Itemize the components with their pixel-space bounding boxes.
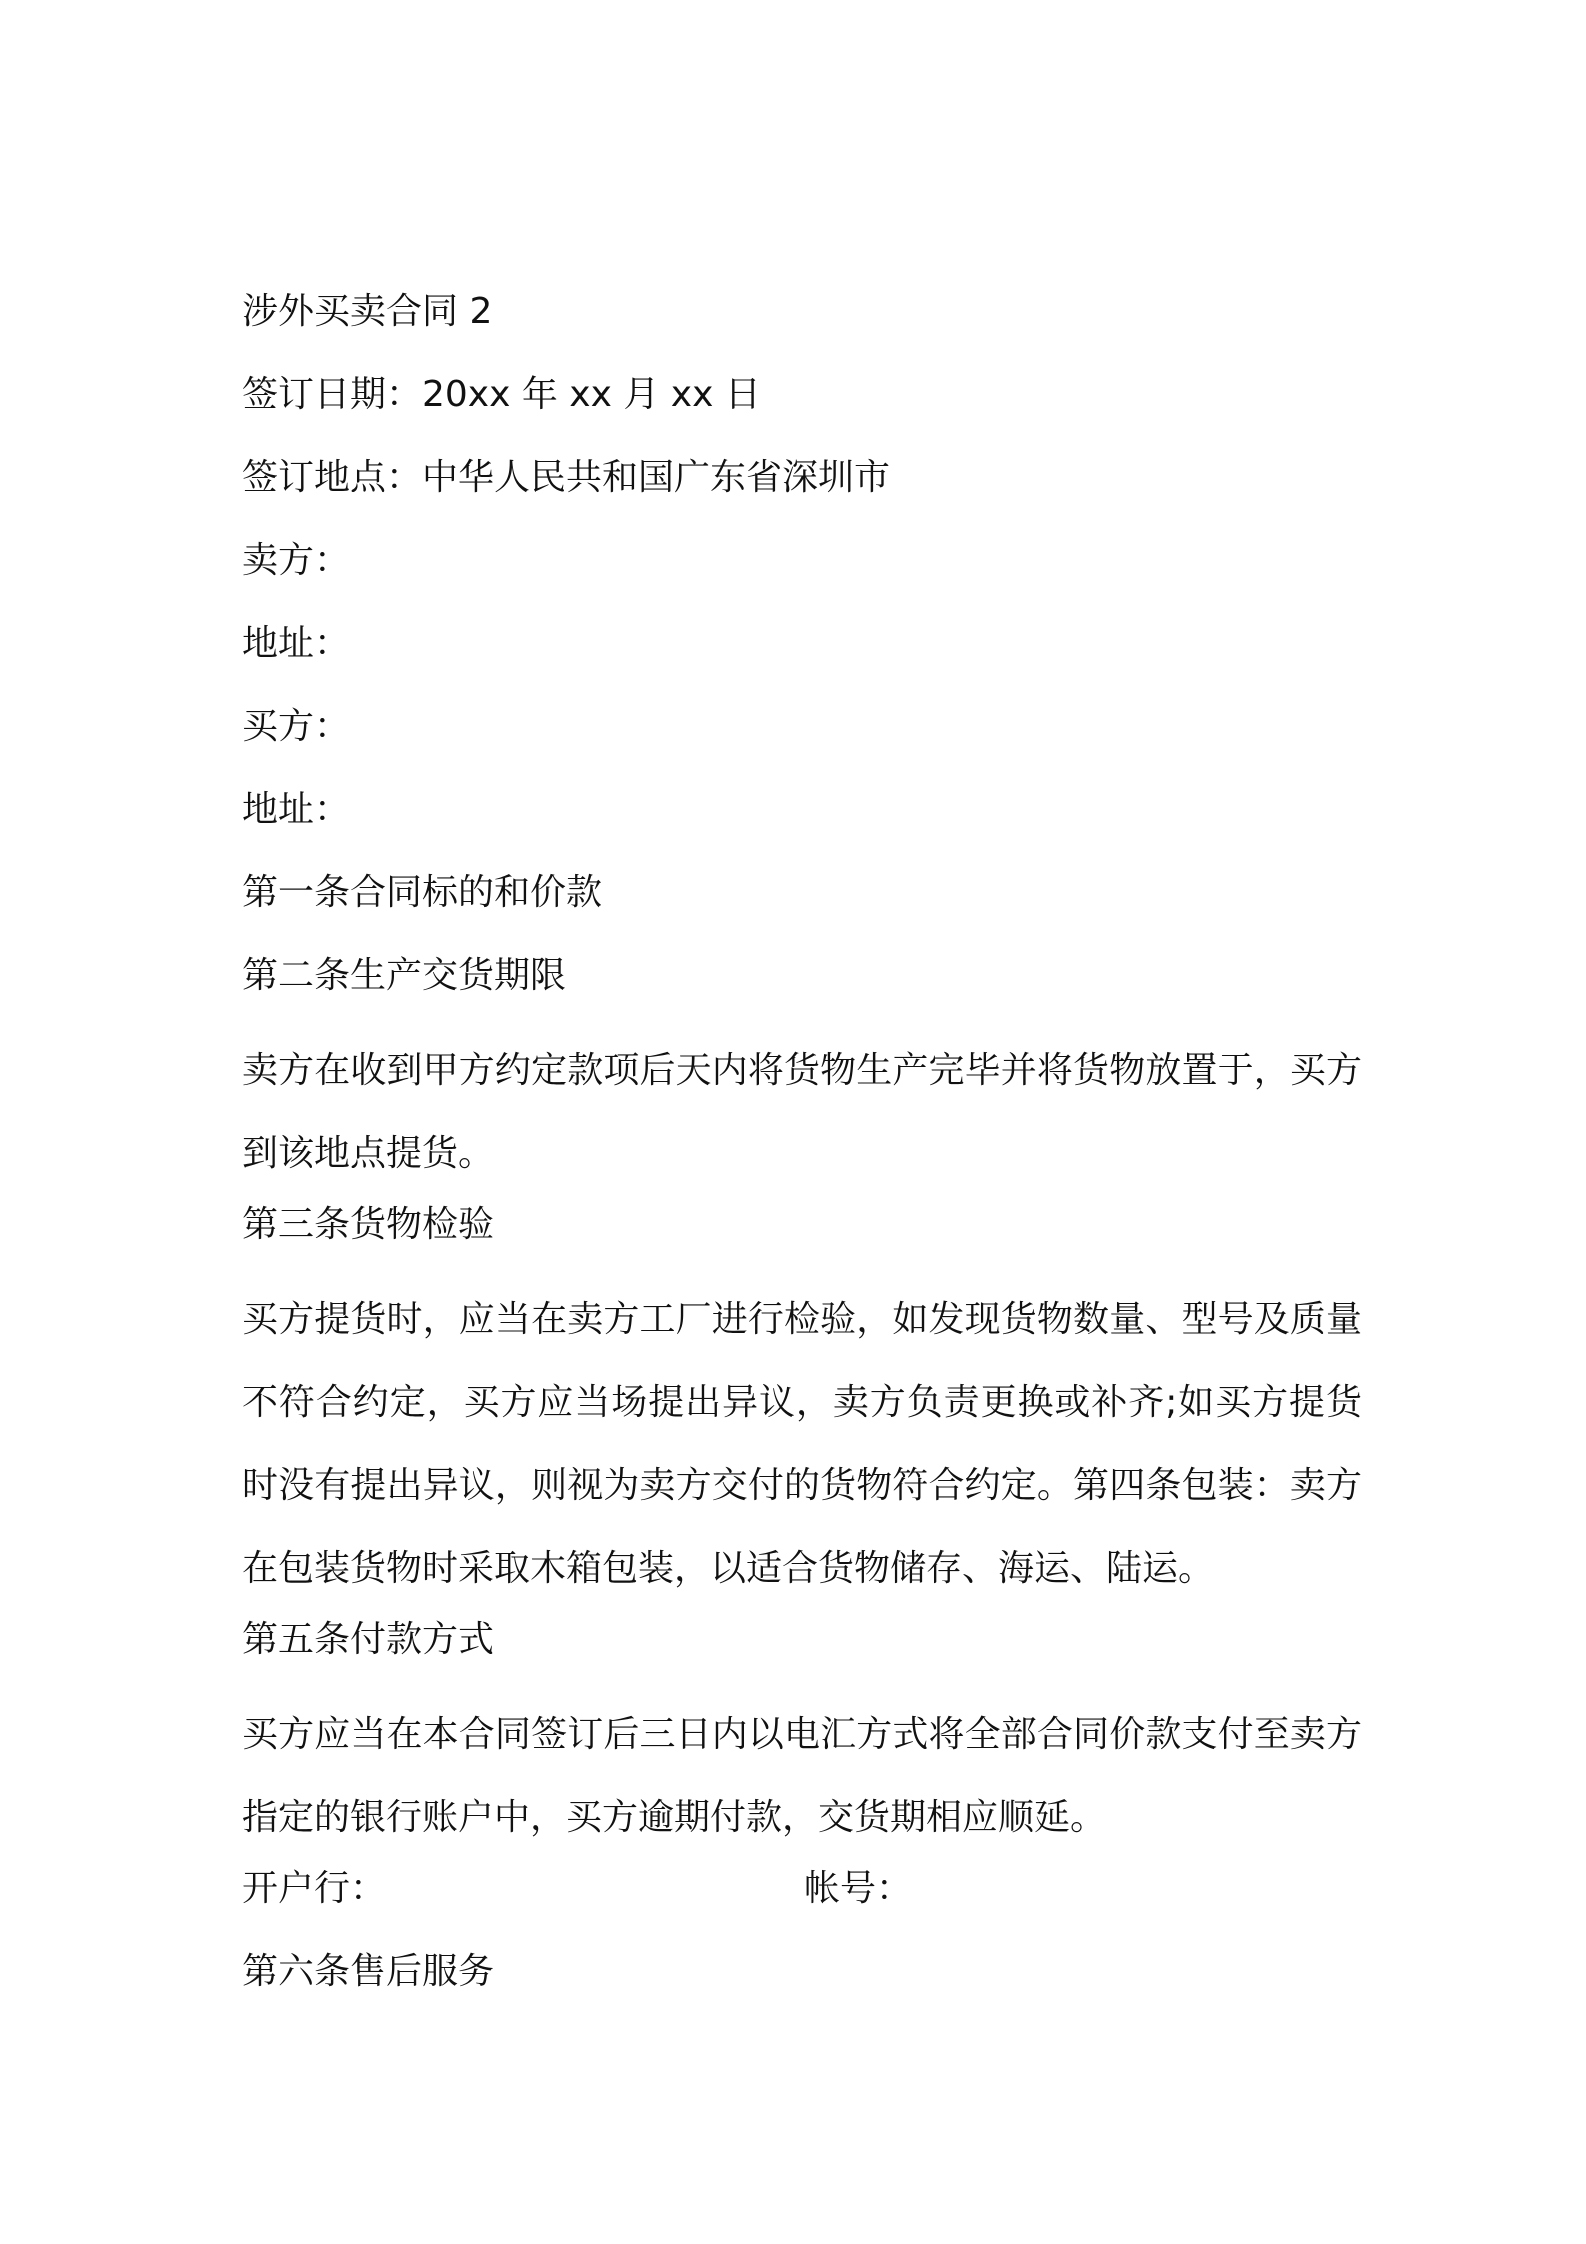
seller-address-label: 地址： [242, 623, 351, 664]
article3-heading: 第三条货物检验 [242, 1204, 495, 1245]
article5-body: 买方应当在本合同签订后三日内以电汇方式将全部合同价款支付至卖方指定的银行账户中，买方逾期付款，交货期相应顺延。 [242, 1714, 1362, 1838]
sign-date: 签订日期：20xx 年 xx 月 xx 日 [242, 374, 761, 415]
bank-info-row [242, 1859, 1362, 1942]
document-body [242, 282, 1362, 2025]
article6-heading: 第六条售后服务 [242, 1951, 495, 1992]
sign-place: 签订地点：中华人民共和国广东省深圳市 [242, 457, 891, 498]
buyer-address-label: 地址： [242, 789, 351, 830]
article3-body: 买方提货时，应当在卖方工厂进行检验，如发现货物数量、型号及质量不符合约定，买方应当场提出异议，卖方负责更换或补齐;如买方提货时没有提出异议，则视为卖方交付的货物符合约定。第四条包装：卖方在包装货物时采取木箱包装，以适合货物储存、海运、陆运。 [242, 1299, 1362, 1589]
document-title: 涉外买卖合同 2 [242, 291, 493, 332]
article5-heading: 第五条付款方式 [242, 1619, 495, 1660]
article2-heading: 第二条生产交货期限 [242, 955, 567, 996]
seller-label: 卖方： [242, 540, 351, 581]
account-label: 帐号： [804, 1868, 913, 1909]
article2-body: 卖方在收到甲方约定款项后天内将货物生产完毕并将货物放置于，买方到该地点提货。 [242, 1050, 1362, 1174]
buyer-label: 买方： [242, 706, 351, 747]
article1-heading: 第一条合同标的和价款 [242, 872, 603, 913]
bank-label: 开户行： [242, 1868, 387, 1909]
